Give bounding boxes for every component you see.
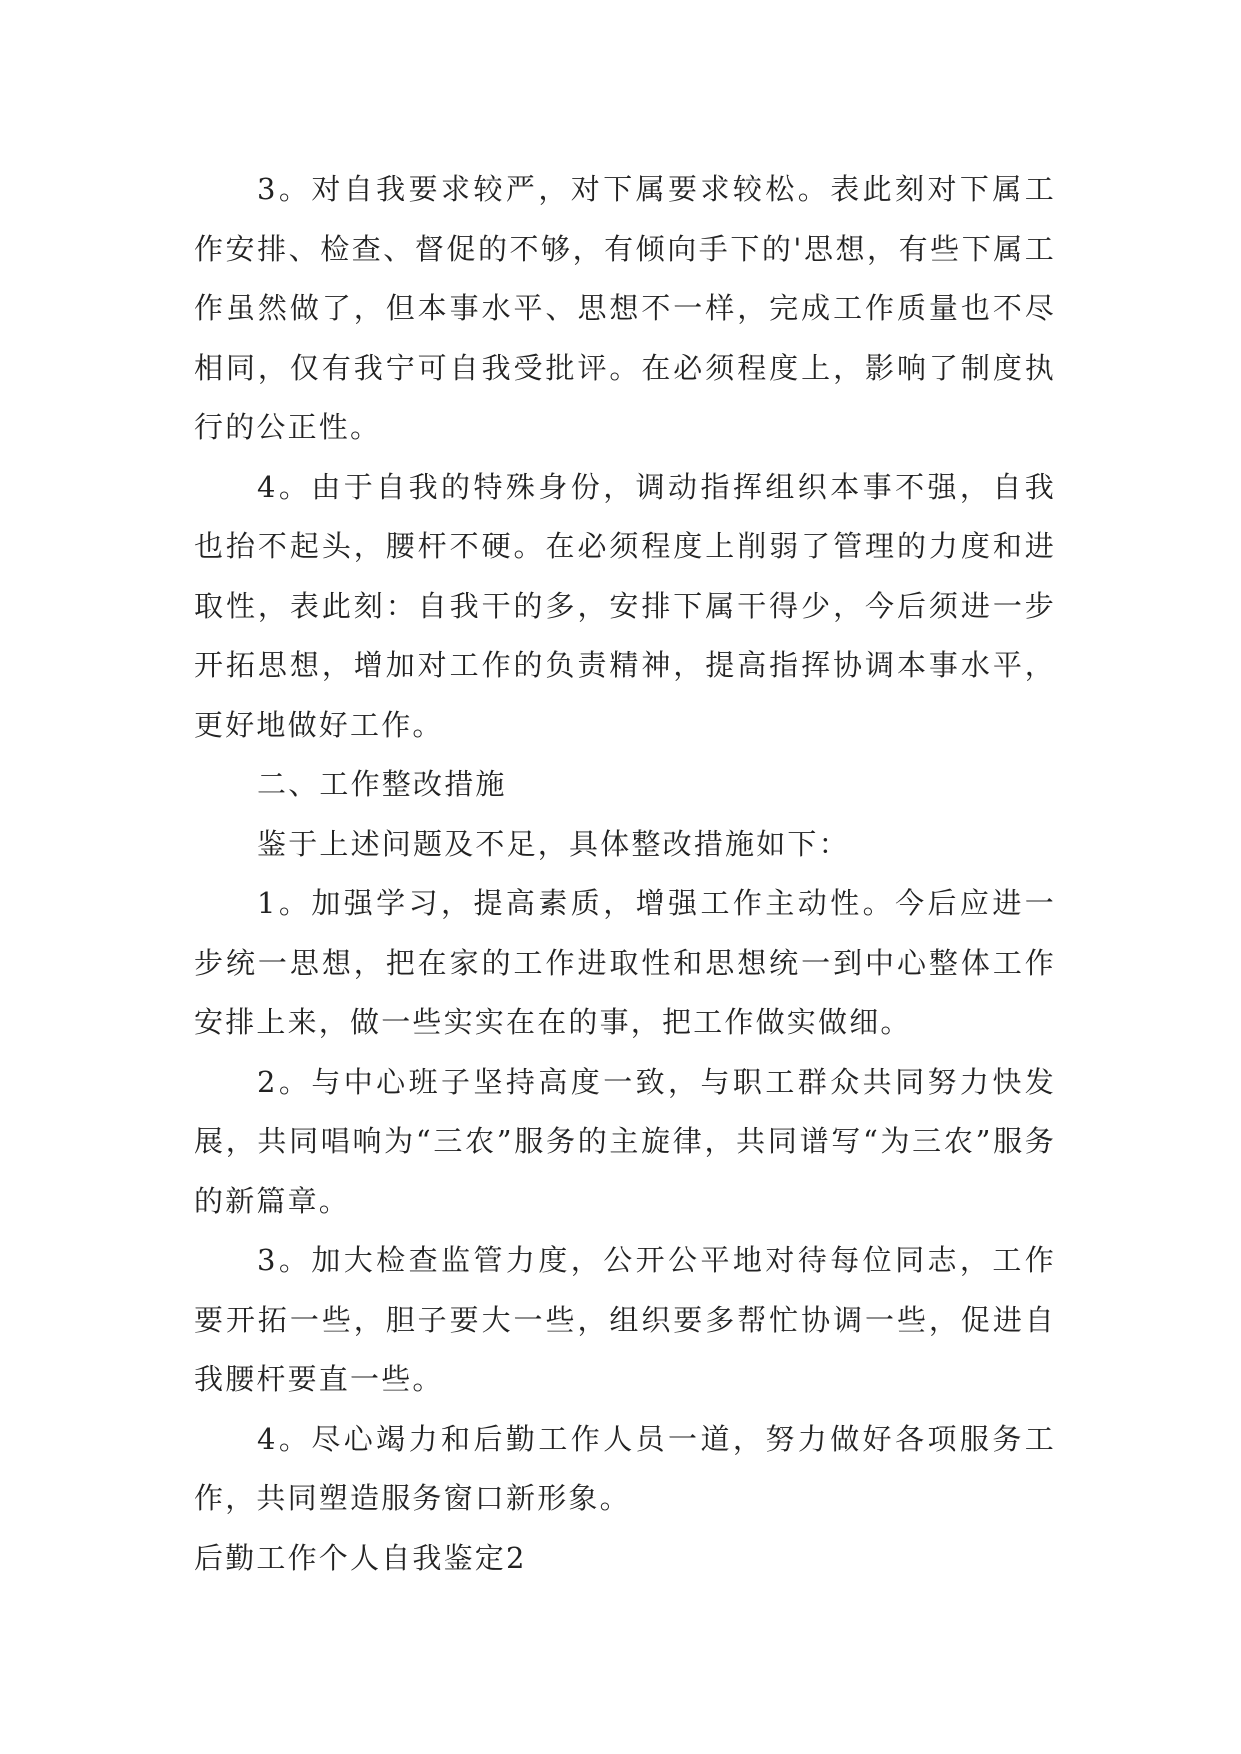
paragraph-measure-4: 4。尽心竭力和后勤工作人员一道，努力做好各项服务工作，共同塑造服务窗口新形象。 [194,1421,1056,1515]
next-document-title: 后勤工作个人自我鉴定2 [194,1540,527,1575]
section-heading-measures: 二、工作整改措施 [257,767,507,801]
paragraph-shortcoming-3: 3。对自我要求较严，对下属要求较松。表此刻对下属工作安排、检查、督促的不够，有倾向手下的'思想，有些下属工作虽然做了，但本事水平、思想不一样，完成工作质量也不尽相同，仅有我宁可自我受批评。在必须程度上，影响了制度执行的公正性。 [194,172,1056,444]
paragraph-measure-2: 2。与中心班子坚持高度一致，与职工群众共同努力快发展，共同唱响为“三农”服务的主旋律，共同谱写“为三农”服务的新篇章。 [194,1064,1056,1218]
paragraph-measure-1: 1。加强学习，提高素质，增强工作主动性。今后应进一步统一思想，把在家的工作进取性和思想统一到中心整体工作安排上来，做一些实实在在的事，把工作做实做细。 [194,886,1056,1039]
document-body [194,160,1056,1588]
paragraph-shortcoming-4: 4。由于自我的特殊身份，调动指挥组织本事不强，自我也抬不起头，腰杆不硬。在必须程度上削弱了管理的力度和进取性，表此刻：自我干的多，安排下属干得少，今后须进一步开拓思想，增加对工作的负责精神，提高指挥协调本事水平，更好地做好工作。 [194,469,1056,742]
paragraph-measures-intro: 鉴于上述问题及不足，具体整改措施如下： [257,826,850,861]
paragraph-measure-3: 3。加大检查监管力度，公开公平地对待每位同志，工作要开拓一些，胆子要大一些，组织要多帮忙协调一些，促进自我腰杆要直一些。 [194,1243,1056,1396]
